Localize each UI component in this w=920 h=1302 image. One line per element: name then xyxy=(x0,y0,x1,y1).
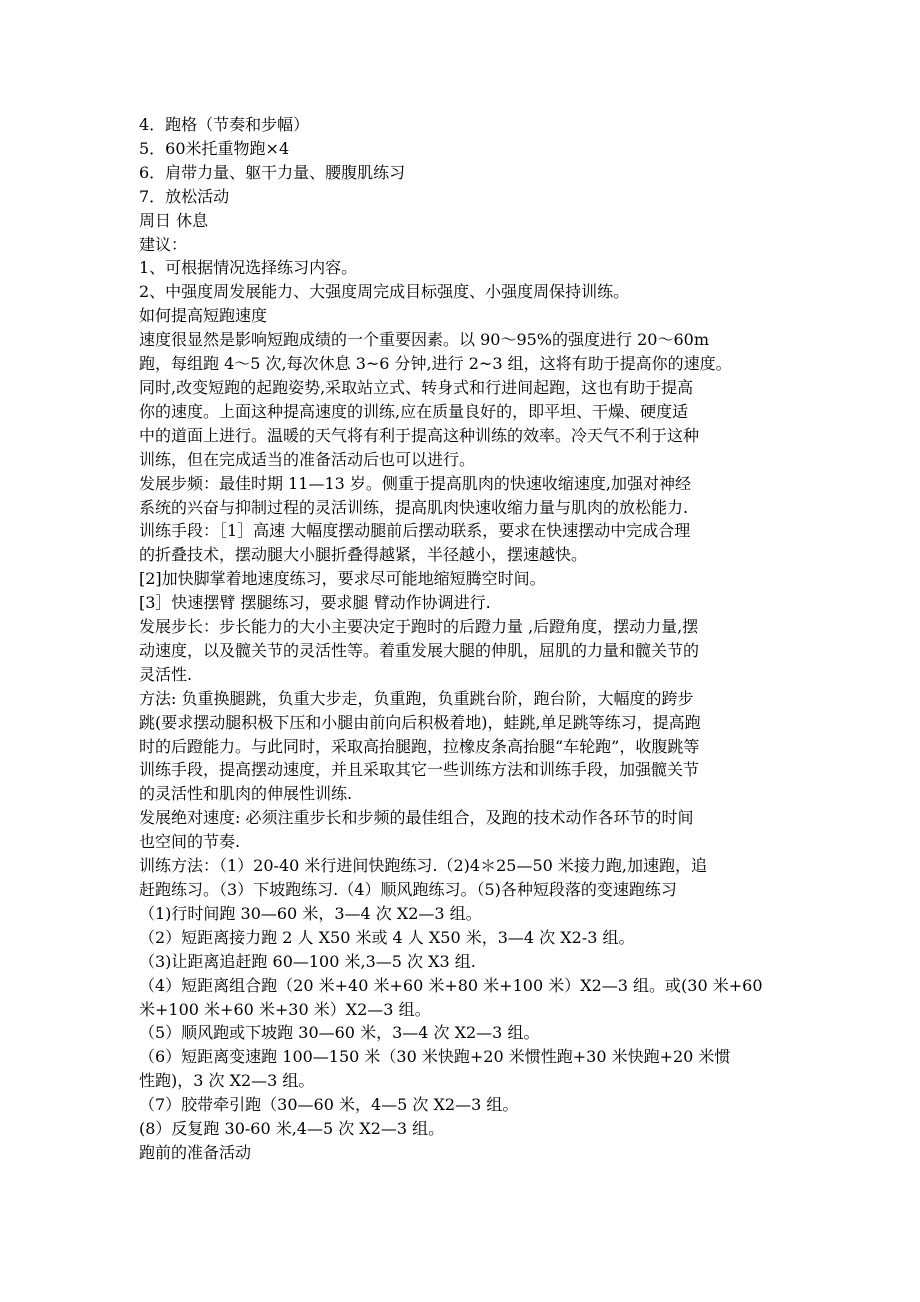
text-line: 时的后蹬能力。与此同时，采取高抬腿跑，拉橡皮条高抬腿“车轮跑”，收腹跳等 xyxy=(139,736,700,756)
text-line: （5）顺风跑或下坡跑 30—60 米，3—4 次 X2—3 组。 xyxy=(139,1023,540,1043)
text-line: 方法: 负重换腿跳，负重大步走，负重跑，负重跳台阶，跑台阶，大幅度的跨步 xyxy=(139,688,694,708)
text-line: （3)让距离追赶跑 60—100 米,3—5 次 X3 组. xyxy=(139,951,476,971)
text-line: 发展绝对速度: 必须注重步长和步频的最佳组合，及跑的技术动作各环节的时间 xyxy=(139,808,694,828)
text-line: 同时,改变短跑的起跑姿势,采取站立式、转身式和行进间起跑，这也有助于提高 xyxy=(139,377,694,397)
text-line: 的灵活性和肌肉的伸展性训练. xyxy=(139,784,353,804)
text-line: 你的速度。上面这种提高速度的训练,应在质量良好的，即平坦、干燥、硬度适 xyxy=(139,401,689,421)
text-line: 米+100 米+60 米+30 米）X2—3 组。 xyxy=(139,999,431,1019)
text-line: 训练方法：（1）20-40 米行进间快跑练习.（2)4＊25—50 米接力跑,加速跑，追 xyxy=(139,856,707,876)
text-line: 也空间的节奏. xyxy=(139,832,241,852)
text-line: 训练手段，提高摆动速度，并且采取其它一些训练方法和训练手段，加强髋关节 xyxy=(139,760,700,780)
text-line: 系统的兴奋与抑制过程的灵活训练，提高肌肉快速收缩力量与肌肉的放松能力. xyxy=(139,497,689,517)
text-line: 速度很显然是影响短跑成绩的一个重要因素。以 90～95%的强度进行 20～60m xyxy=(139,330,709,350)
text-line: 1、可根据情况选择练习内容。 xyxy=(139,258,358,278)
text-line: (8）反复跑 30-60 米,4—5 次 X2—3 组。 xyxy=(139,1119,445,1139)
text-line: [3］快速摆臂 摆腿练习，要求腿 臂动作协调进行. xyxy=(139,593,491,613)
text-line: 训练，但在完成适当的准备活动后也可以进行。 xyxy=(139,449,476,469)
text-line: 灵活性. xyxy=(139,664,193,684)
text-line: 中的道面上进行。温暖的天气将有利于提高这种训练的效率。冷天气不利于这种 xyxy=(139,425,700,445)
text-line: （1)行时间跑 30—60 米，3—4 次 X2—3 组。 xyxy=(139,903,482,923)
text-line: 周日 休息 xyxy=(139,210,209,230)
text-line: 发展步长：步长能力的大小主要决定于跑时的后蹬力量 ,后蹬角度，摆动力量,摆 xyxy=(139,617,699,637)
text-line: 跑前的准备活动 xyxy=(139,1142,252,1162)
text-line: 建议： xyxy=(139,234,188,254)
text-line: （6）短距离变速跑 100—150 米（30 米快跑+20 米惯性跑+30 米快跑+20 米惯 xyxy=(139,1047,731,1067)
text-line: 4．跑格（节奏和步幅） xyxy=(139,115,310,134)
text-line: 2、中强度周发展能力、大强度周完成目标强度、小强度周保持训练。 xyxy=(139,282,630,302)
text-line: 跑，每组跑 4～5 次,每次休息 3~6 分钟,进行 2~3 组，这将有助于提高你的速度。 xyxy=(139,354,732,374)
text-line: 6．肩带力量、躯干力量、腰腹肌练习 xyxy=(139,162,406,182)
text-line: （7）胶带牵引跑（30—60 米，4—5 次 X2—3 组。 xyxy=(139,1095,519,1115)
text-line: （2）短距离接力跑 2 人 X50 米或 4 人 X50 米，3—4 次 X2-3 组。 xyxy=(139,927,635,947)
text-line: 训练手段：［1］高速 大幅度摆动腿前后摆动联系，要求在快速摆动中完成合理 xyxy=(139,521,691,541)
text-line: 7．放松活动 xyxy=(139,186,230,206)
text-line: 如何提高短跑速度 xyxy=(139,306,268,326)
text-line: 的折叠技术，摆动腿大小腿折叠得越紧，半径越小，摆速越快。 xyxy=(139,545,588,565)
text-line: 5．60米托重物跑×4 xyxy=(139,138,290,158)
text-line: 赶跑练习。（3）下坡跑练习.（4）顺风跑练习。（5)各种短段落的变速跑练习 xyxy=(139,880,677,899)
text-line: 性跑)，3 次 X2—3 组。 xyxy=(139,1071,315,1091)
text-line: [2]加快脚掌着地速度练习，要求尽可能地缩短腾空时间。 xyxy=(139,569,546,589)
text-line: 动速度，以及髋关节的灵活性等。着重发展大腿的伸肌，屈肌的力量和髋关节的 xyxy=(139,640,700,660)
text-line: 发展步频：最佳时期 11—13 岁。侧重于提高肌肉的快速收缩速度,加强对神经 xyxy=(139,473,691,493)
text-line: （4）短距离组合跑（20 米+40 米+60 米+80 米+100 米）X2—3 组。或(30 米+60 xyxy=(139,975,763,995)
text-line: 跳(要求摆动腿积极下压和小腿由前向后积极着地)，蛙跳,单足跳等练习，提高跑 xyxy=(139,712,701,732)
document-body xyxy=(139,113,784,1165)
